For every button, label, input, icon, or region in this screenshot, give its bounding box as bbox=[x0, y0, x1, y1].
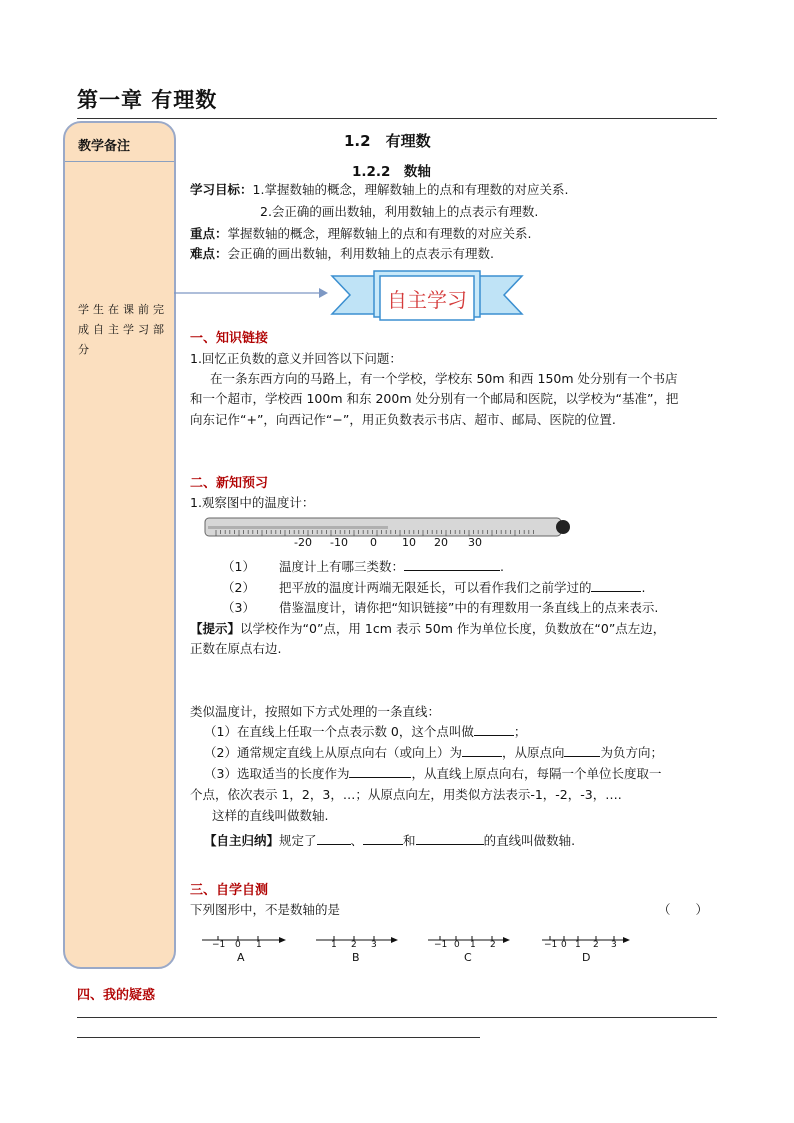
axis-c-label: 2 bbox=[490, 940, 496, 950]
s2-item-3-num: （3） bbox=[222, 600, 255, 615]
s2-question: 1.观察图中的温度计： bbox=[190, 495, 315, 510]
rule-3-text-a: （3）选取适当的长度作为 bbox=[204, 766, 350, 781]
s2-item-3 bbox=[222, 598, 658, 618]
rule-3-text-b: ，从直线上原点向右，每隔一个单位长度取一 bbox=[411, 766, 662, 781]
objective-text-1: 1.掌握数轴的概念，理解数轴上的点和有理数的对应关系. bbox=[252, 182, 569, 197]
rule-2-text-b: ，从原点向 bbox=[501, 745, 565, 760]
section-title: 1.2 有理数 bbox=[344, 132, 431, 150]
axis-d-label: 3 bbox=[611, 940, 617, 950]
answer-blank bbox=[416, 832, 484, 845]
thermo-label: 0 bbox=[370, 536, 377, 549]
option-b-label: B bbox=[352, 951, 360, 964]
thermo-label: 10 bbox=[402, 536, 416, 549]
sidebar-header-text: 教学备注 bbox=[78, 139, 131, 154]
option-d-label: D bbox=[582, 951, 591, 964]
hint-text-1: 以学校作为“0”点，用 1cm 表示 50m 作为单位长度，负数放在“0”点左边， bbox=[240, 621, 666, 636]
axis-d-label: 0 bbox=[561, 940, 567, 950]
rule-4: 这样的直线叫做数轴. bbox=[212, 808, 329, 823]
axis-a-label: 1 bbox=[256, 940, 262, 950]
s3-question: 下列图形中，不是数轴的是 bbox=[190, 902, 341, 917]
axis-b-label: 2 bbox=[351, 940, 357, 950]
summary-label: 【自主归纳】 bbox=[204, 833, 280, 848]
s2-item-2: （2） 把平放的温度计两端无限延长，可以看作我们之前学过的 . bbox=[222, 580, 646, 595]
sidebar-note: 学生在课前完成自主学习部分 bbox=[78, 303, 168, 356]
rule-1: （1）在直线上任取一个点表示数 0，这个点叫做 ； bbox=[204, 724, 527, 739]
objective-line-2: 2.会正确的画出数轴，利用数轴上的点表示有理数. bbox=[260, 204, 539, 219]
summary-text-d: 的直线叫做数轴. bbox=[483, 833, 576, 848]
answer-blank bbox=[349, 765, 411, 778]
axis-c-label: 0 bbox=[454, 940, 460, 950]
s2-item-1-num: （1） bbox=[222, 559, 255, 574]
rule-2-text-a: （2）通常规定直线上从原点向右（或向上）为 bbox=[204, 745, 462, 760]
answer-blank bbox=[591, 579, 641, 592]
key-point bbox=[190, 224, 532, 244]
summary-text-a: 规定了 bbox=[279, 833, 317, 848]
axis-b-label: 1 bbox=[331, 940, 337, 950]
section-1-heading: 一、知识链接 bbox=[190, 331, 269, 346]
thermometer-image bbox=[204, 516, 572, 538]
banner-text: 自主学习 bbox=[387, 288, 467, 312]
answer-paren: （ ） bbox=[658, 902, 709, 917]
s2-item-1: （1） 温度计上有哪三类数： . bbox=[222, 559, 504, 574]
difficulty bbox=[190, 244, 494, 264]
sidebar-panel bbox=[63, 121, 176, 969]
axis-c-label: 1 bbox=[470, 940, 476, 950]
axis-d-label: 2 bbox=[593, 940, 599, 950]
subsection-title: 1.2.2 数轴 bbox=[352, 164, 431, 180]
objective-line-1 bbox=[190, 180, 568, 200]
hint-line-1 bbox=[190, 619, 665, 639]
thermo-label: -20 bbox=[294, 536, 312, 549]
thermo-label: 20 bbox=[434, 536, 448, 549]
s1-question: 1.回忆正负数的意义并回答以下问题： bbox=[190, 351, 402, 366]
summary-text-c: 和 bbox=[403, 833, 416, 848]
axis-c-label: −1 bbox=[434, 940, 448, 950]
axis-d-label: 1 bbox=[575, 940, 581, 950]
hint-line-2: 正数在原点右边. bbox=[190, 641, 282, 656]
chapter-title: 第一章 有理数 bbox=[77, 88, 218, 112]
s2-item-2-num: （2） bbox=[222, 580, 255, 595]
rule-3 bbox=[204, 764, 661, 784]
key-point-label: 重点： bbox=[190, 226, 228, 241]
s2-item-1-text: 温度计上有哪三类数： bbox=[278, 559, 404, 574]
number-line-b bbox=[314, 934, 400, 946]
rule-1-text: （1）在直线上任取一个点表示数 0，这个点叫做 bbox=[204, 724, 474, 739]
answer-blank bbox=[363, 832, 403, 845]
sidebar-header bbox=[65, 123, 174, 162]
option-c-label: C bbox=[464, 951, 472, 964]
section-2-heading: 二、新知预习 bbox=[190, 476, 269, 491]
answer-blank bbox=[404, 558, 500, 571]
s1-para-3: 向东记作“+”，向西记作“−”，用正负数表示书店、超市、邮局、医院的位置. bbox=[190, 412, 616, 427]
s1-para-2: 和一个超市，学校西 100m 和东 200m 处分别有一个邮局和医院，以学校为“基准”，把 bbox=[190, 391, 679, 406]
answer-line bbox=[77, 1037, 480, 1038]
key-point-text: 掌握数轴的概念，理解数轴上的点和有理数的对应关系. bbox=[227, 226, 532, 241]
s1-para-1: 在一条东西方向的马路上，有一个学校，学校东 50m 和西 150m 处分别有一个书店 bbox=[210, 371, 678, 386]
answer-line bbox=[77, 1017, 717, 1018]
axis-b-label: 3 bbox=[371, 940, 377, 950]
axis-d-label: −1 bbox=[544, 940, 558, 950]
summary bbox=[204, 831, 575, 851]
section-4-heading: 四、我的疑惑 bbox=[77, 988, 156, 1003]
rule-2-text-c: 为负方向； bbox=[600, 745, 663, 760]
objectives-label: 学习目标： bbox=[190, 182, 253, 197]
axis-a-label: 0 bbox=[235, 940, 241, 950]
hint-label: 【提示】 bbox=[190, 621, 241, 636]
section-3-heading: 三、自学自测 bbox=[190, 883, 269, 898]
difficulty-text: 会正确的画出数轴，利用数轴上的点表示有理数. bbox=[227, 246, 494, 261]
difficulty-label: 难点： bbox=[190, 246, 228, 261]
axis-a-label: −1 bbox=[212, 940, 226, 950]
summary-text-b: 、 bbox=[350, 833, 364, 848]
answer-blank bbox=[564, 744, 600, 757]
arrow-icon bbox=[172, 284, 332, 302]
s2-item-3-text: 借鉴温度计，请你把“知识链接”中的有理数用一条直线上的点来表示. bbox=[278, 600, 659, 615]
rule-2 bbox=[204, 743, 663, 763]
answer-blank bbox=[462, 744, 502, 757]
s2-intro: 类似温度计，按照如下方式处理的一条直线： bbox=[190, 704, 441, 719]
option-a-label: A bbox=[237, 951, 245, 964]
rule-3-cont: 个点，依次表示 1，2，3，…；从原点向左，用类似方法表示-1，-2，-3，…. bbox=[190, 787, 622, 802]
s2-item-2-text: 把平放的温度计两端无限延长，可以看作我们之前学过的 bbox=[278, 580, 592, 595]
chapter-divider bbox=[77, 118, 717, 119]
answer-blank bbox=[474, 723, 514, 736]
thermometer-scale bbox=[204, 536, 572, 550]
thermo-label: 30 bbox=[468, 536, 482, 549]
answer-blank bbox=[317, 832, 351, 845]
thermo-label: -10 bbox=[330, 536, 348, 549]
